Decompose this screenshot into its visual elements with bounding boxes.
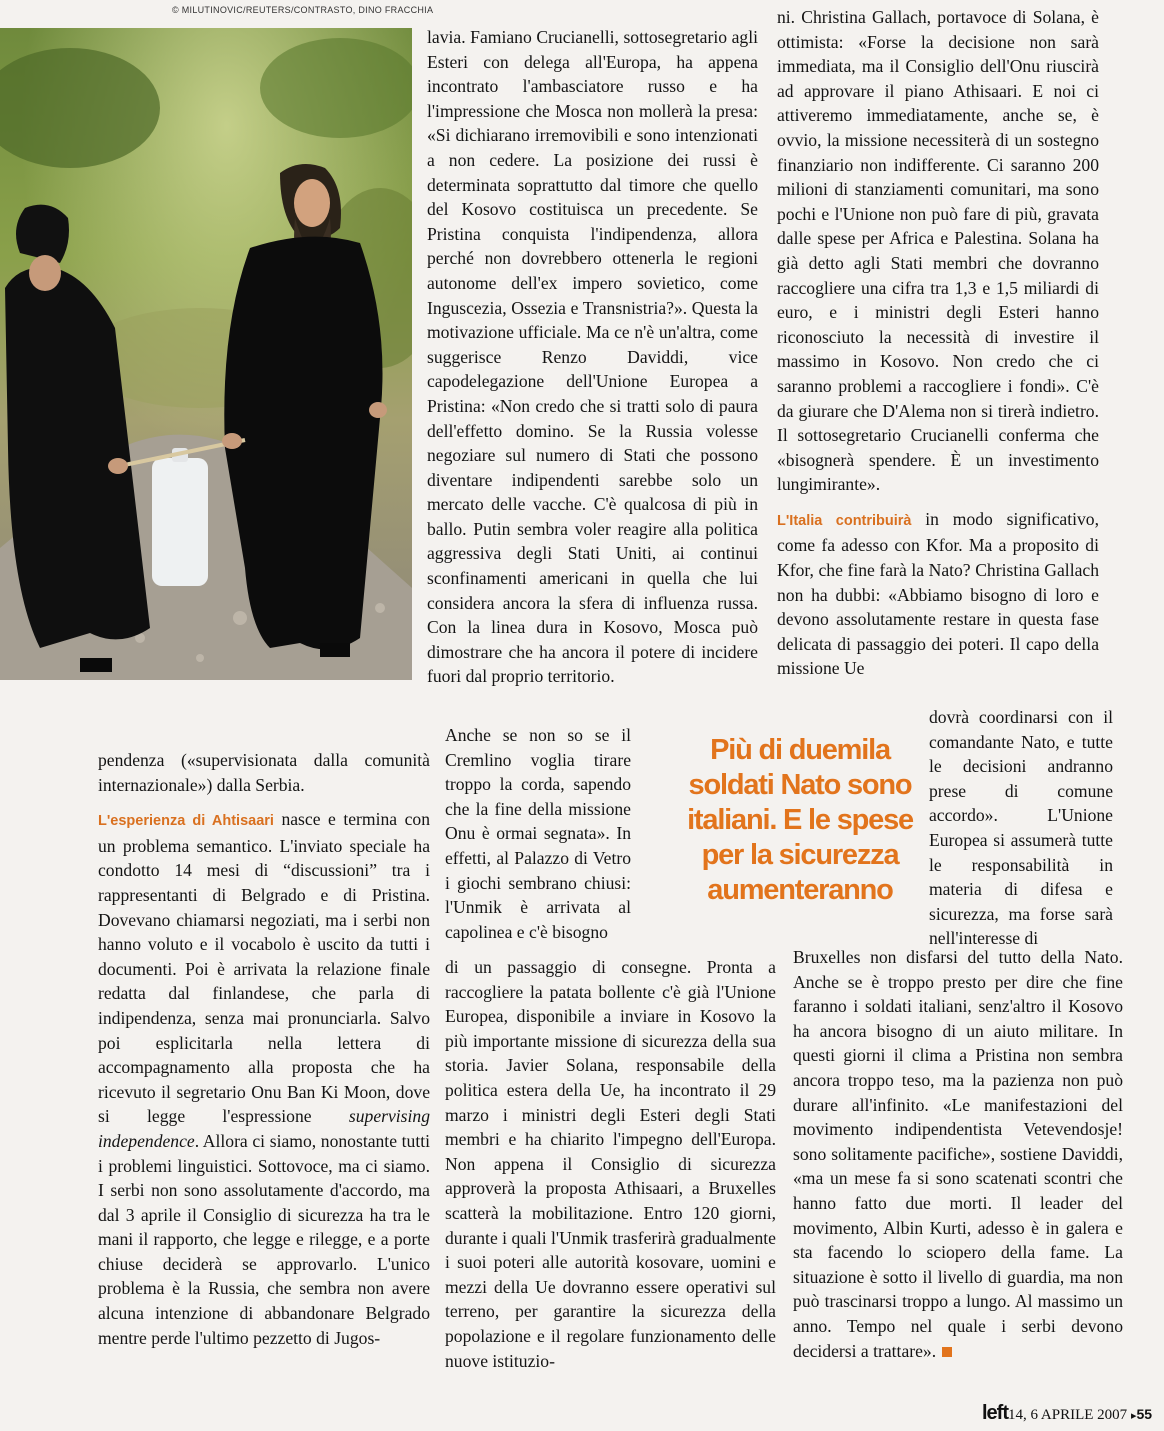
- paragraph-lead: L'Italia contribuirà: [777, 512, 912, 529]
- emphasis-phrase: supervising independence: [98, 1106, 430, 1151]
- magazine-logo: left: [982, 1402, 1008, 1424]
- article-column-2-top: [427, 25, 758, 689]
- paragraph: L'esperienza di Ahtisaari nasce e termina con un problema semantico. L'inviato speciale ha condotto 14 mesi di “discussioni” tra i rappresentanti di Belgrado e di Pristina. Dovevano chiamarsi negoziati, ma i serbi non hanno voluto e il vocabolo è uscito da tutti i documenti. Poi è arrivata la relazione finale redatta dal finlandese, che parla di indipendenza, senza mai pronunciarla. Salvo poi esplicitarla nella lettera di accompagnamento alla proposta che ha ricevuto il segretario Onu Ban Ki Moon, dove si legge l'espressione supervising independence. Allora ci siamo, nonostante tutti i problemi linguistici. Sottovoce, ma ci siamo. I serbi non sono assolutamente d'accordo, ma dal 3 aprile il Consiglio di sicurezza ha tra le mani il rapporto, che legge e rilegge, e a porte chiuse deciderà se approvarlo. L'unico problema è la Russia, che sembra non avere alcuna intenzione di abbandonare Belgrado mentre perde l'ultimo pezzetto di Jugos-: [98, 809, 430, 1348]
- paragraph: lavia. Famiano Crucianelli, sottosegretario agli Esteri con delega all'Europa, ha appena incontrato l'ambasciatore russo e ha l'impressione che Mosca non mollerà la presa: «Si dichiarano irremovibili e sono intenzionati a non cedere. La posizione dei russi è determinata soprattutto dal timore che quello del Kosovo costituisca un precedente. Se Pristina conquista l'indipendenza, allora perché non dovrebbero ottenerla le regioni autonome dell'ex impero sovietico, come Inguscezia, Ossezia e Transnistria?». Questa la motivazione ufficiale. Ma ce n'è un'altra, come suggerisce Renzo Daviddi, vice capodelegazione dell'Unione Europea a Pristina: «Non credo che si tratti solo di paura dell'effetto domino. Se la Russia volesse negoziare sul numero di Stati che possono diventare indipendenti sarebbe solo un mercato delle vacche. C'è qualcosa di più in ballo. Putin sembra voler reagire alla politica aggressiva degli Stati Uniti, ai continui sconfinamenti americani in quella che lui considera ancora la sfera di influenza russa. Con la linea dura in Kosovo, Mosca può dimostrare che ha ancora il potere di incidere fuori dal proprio territorio.: [427, 27, 758, 687]
- paragraph: Bruxelles non disfarsi del tutto della Nato. Anche se è troppo presto per dire che fine faranno i soldati italiani, senz'altro il Kosovo ha ancora bisogno di un aiuto militare. In questi giorni il clima a Pristina non sembra ancora troppo teso, ma la pazienza non può durare all'infinito. «Le manifestazioni del movimento indipendentista Vetevendosje! sono solitamente pacifiche», sostiene Daviddi, «ma un mese fa si sono scatenati scontri che hanno fatto due morti. Il leader del movimento, Albin Kurti, adesso è in galera e sta facendo lo sciopero della fame. La situazione è sotto il livello di guardia, ma non può trascinarsi troppo a lungo. Al massimo un anno. Tempo nel quale i serbi devono decidersi a trattare».: [793, 947, 1123, 1361]
- paragraph: pendenza («supervisionata dalla comunità internazionale») dalla Serbia.: [98, 750, 430, 795]
- article-column-3-bottom: [793, 945, 1123, 1363]
- article-column-3-top: [777, 5, 1099, 681]
- page-footer: [982, 1402, 1152, 1425]
- photo-credit: © MILUTINOVIC/REUTERS/CONTRASTO, DINO FRACCHIA: [172, 5, 434, 15]
- article-column-1: [98, 748, 430, 1350]
- pull-quote: Più di duemila soldati Nato sono italiani. E le spese per la sicurezza aumenteranno: [687, 734, 913, 906]
- end-mark-icon: [942, 1347, 952, 1357]
- paragraph: Anche se non so se il Cremlino voglia tirare troppo la corda, sapendo che la fine della missione Onu è ormai segnata». In effetti, al Palazzo di Vetro i giochi sembrano chiusi: l'Unmik è arrivata al capolinea e c'è bisogno: [445, 725, 631, 942]
- article-column-3-narrow: [929, 705, 1113, 951]
- paragraph: ni. Christina Gallach, portavoce di Solana, è ottimista: «Forse la decisione non sarà immediata, ma il Consiglio dell'Onu riuscirà ad approvare il piano Athisaari. E noi ci attiveremo immediatamente, anche se, è ovvio, la missione necessiterà di un sostegno finanziario non indifferente. Ci saranno 200 milioni di stanziamenti comunitari, ma sono pochi e l'Unione non può fare di più, gravata dalle spese per Africa e Palestina. Solana ha già detto agli Stati membri che dovranno raccogliere una cifra tra 1,3 e 1,5 miliardi di euro, e i ministri degli Esteri hanno riconosciuto la necessità di investire il massimo in Kosovo. Non credo che ci saranno problemi a raccogliere i fondi». C'è da giurare che D'Alema non si tirerà indietro. Il sottosegretario Crucianelli conferma che «bisognerà spendere. È un investimento lungimirante».: [777, 7, 1099, 495]
- photo-monks: [0, 28, 412, 680]
- paragraph: L'Italia contribuirà in modo significativo, come fa adesso con Kfor. Ma a proposito di Kfor, che fine farà la Nato? Christina Gallach non ha dubbi: «Abbiamo bisogno di loro e devono assolutamente restare in questa fase delicata di passaggio dei poteri. Il capo della missione Ue: [777, 508, 1099, 679]
- issue-date: 6 APRILE 2007: [1030, 1407, 1128, 1423]
- article-column-2-narrow: [445, 723, 631, 944]
- issue-number: 14,: [1008, 1407, 1027, 1423]
- page-number: 55: [1136, 1406, 1153, 1422]
- arrow-right-icon: ▸: [1130, 1410, 1137, 1422]
- paragraph: di un passaggio di consegne. Pronta a raccogliere la patata bollente c'è già l'Unione Europea, disponibile a inviare in Kosovo la più importante missione di sicurezza della sua storia. Javier Solana, responsabile della politica estera della Ue, ha incontrato il 29 marzo i ministri degli Esteri degli Stati membri e ha chiarito l'impegno dell'Europa. Non appena il Consiglio di sicurezza approverà la proposta Athisaari, a Bruxelles scatterà la mobilitazione. Entro 120 giorni, durante i quali l'Unmik trasferirà gradualmente i suoi poteri alle autorità kosovare, uomini e mezzi della Ue dovranno essere operativi sul terreno, per garantire la sicurezza della popolazione e il regolare funzionamento delle nuove istituzio-: [445, 957, 776, 1371]
- paragraph-lead: L'esperienza di Ahtisaari: [98, 813, 274, 830]
- article-column-2-bottom: [445, 955, 776, 1373]
- paragraph: dovrà coordinarsi con il comandante Nato, e tutte le decisioni andranno prese di comune accordo». L'Unione Europea si assumerà tutte le responsabilità in materia di difesa e sicurezza, ma forse sarà nell'interesse di: [929, 707, 1113, 949]
